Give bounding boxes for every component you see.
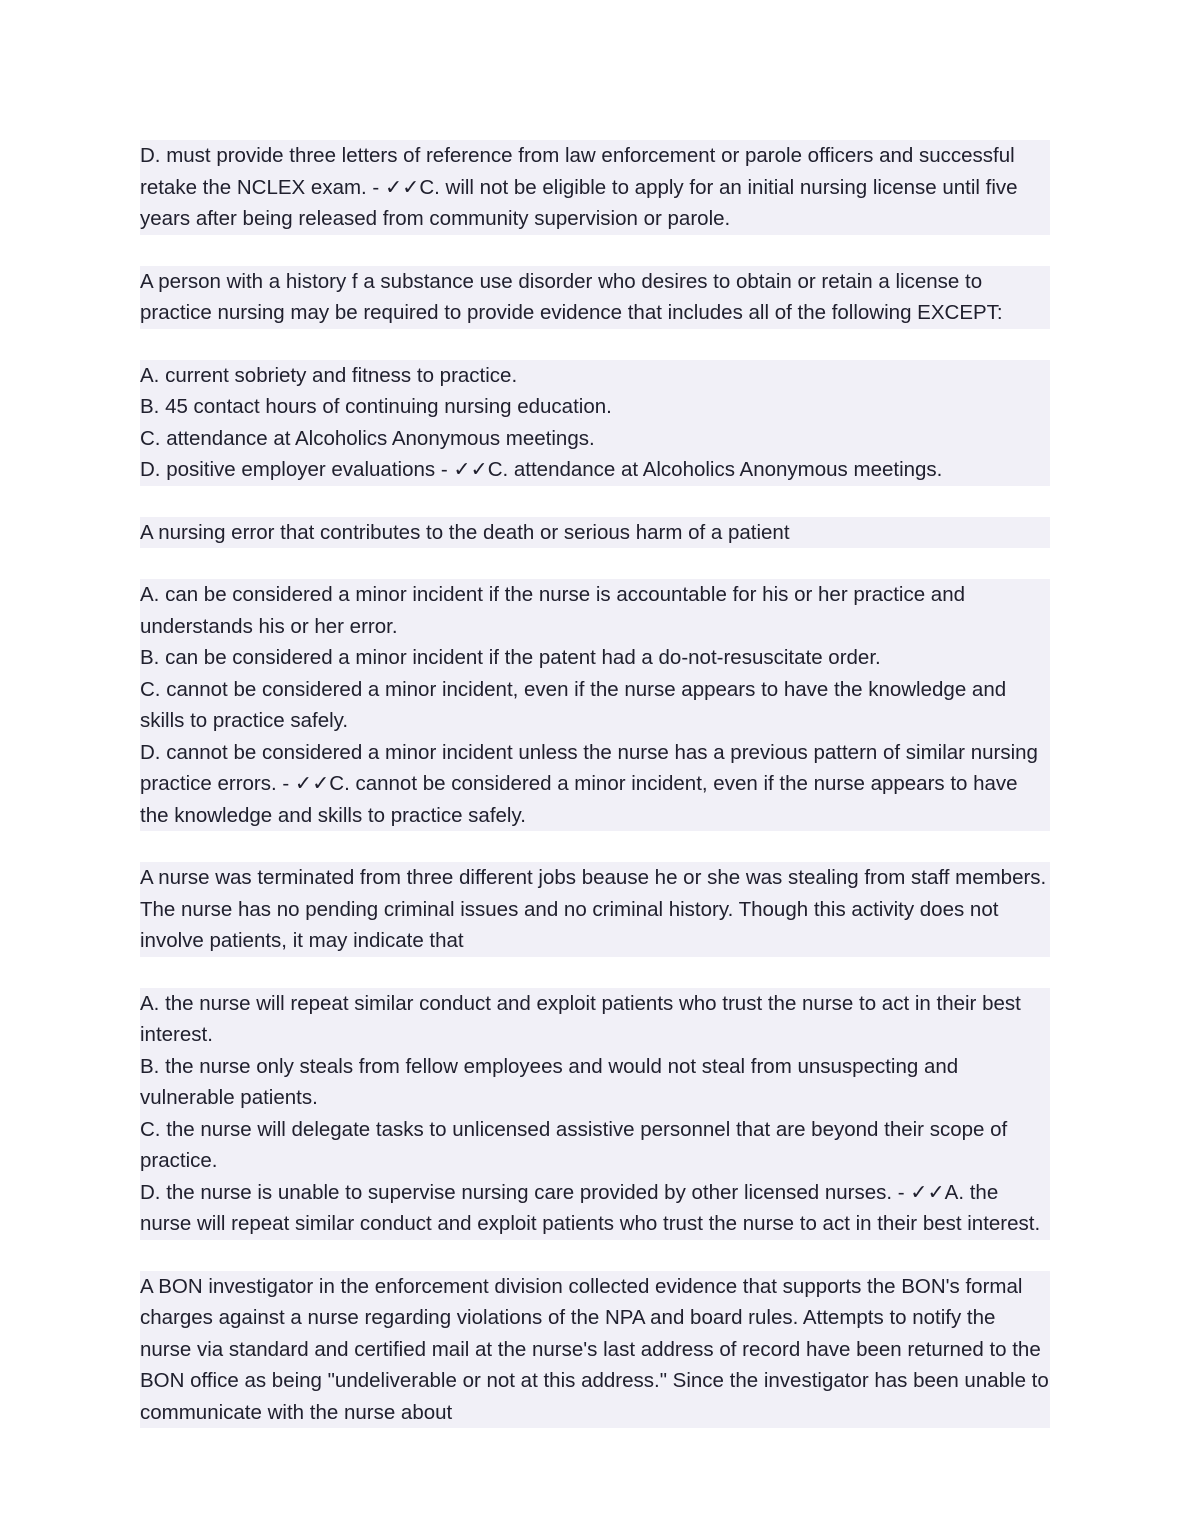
text-line: A nursing error that contributes to the death or serious harm of a patient xyxy=(140,517,1050,549)
option-b: B. the nurse only steals from fellow employees and would not steal from unsuspecting and vulnerable patients. xyxy=(140,1051,1050,1114)
answer-options-block-5 xyxy=(140,579,1050,831)
paragraph-block-4 xyxy=(140,517,1050,549)
option-d-with-answer: D. positive employer evaluations - ✓✓C. attendance at Alcoholics Anonymous meetings. xyxy=(140,454,1050,486)
option-c: C. attendance at Alcoholics Anonymous meetings. xyxy=(140,423,1050,455)
option-b: B. 45 contact hours of continuing nursing education. xyxy=(140,391,1050,423)
option-a: A. current sobriety and fitness to practice. xyxy=(140,360,1050,392)
option-a: A. the nurse will repeat similar conduct and exploit patients who trust the nurse to act in their best interest. xyxy=(140,988,1050,1051)
paragraph-block-6 xyxy=(140,862,1050,957)
text-line: D. must provide three letters of reference from law enforcement or parole officers and successful retake the NCLEX exam. - ✓✓C. will not be eligible to apply for an initial nursing license until five years after being released from community supervision or parole. xyxy=(140,140,1050,235)
option-a: A. can be considered a minor incident if the nurse is accountable for his or her practice and understands his or her error. xyxy=(140,579,1050,642)
paragraph-block-2 xyxy=(140,266,1050,329)
text-line: A person with a history f a substance use disorder who desires to obtain or retain a license to practice nursing may be required to provide evidence that includes all of the following EXCEPT: xyxy=(140,266,1050,329)
option-d-with-answer: D. the nurse is unable to supervise nursing care provided by other licensed nurses. - ✓✓A. the nurse will repeat similar conduct and exploit patients who trust the nurse to act in their best interest. xyxy=(140,1177,1050,1240)
answer-options-block-3 xyxy=(140,360,1050,486)
paragraph-block-8 xyxy=(140,1271,1050,1429)
document-body xyxy=(140,140,1050,1428)
answer-options-block-7 xyxy=(140,988,1050,1240)
option-c: C. cannot be considered a minor incident, even if the nurse appears to have the knowledge and skills to practice safely. xyxy=(140,674,1050,737)
text-line: A BON investigator in the enforcement division collected evidence that supports the BON's formal charges against a nurse regarding violations of the NPA and board rules. Attempts to notify the nurse via standard and certified mail at the nurse's last address of record have been returned to the BON office as being "undeliverable or not at this address." Since the investigator has been unable to communicate with the nurse about xyxy=(140,1271,1050,1429)
option-c: C. the nurse will delegate tasks to unlicensed assistive personnel that are beyond their scope of practice. xyxy=(140,1114,1050,1177)
option-d-with-answer: D. cannot be considered a minor incident unless the nurse has a previous pattern of similar nursing practice errors. - ✓✓C. cannot be considered a minor incident, even if the nurse appears to have the knowledge and skills to practice safely. xyxy=(140,737,1050,832)
option-b: B. can be considered a minor incident if the patent had a do-not-resuscitate order. xyxy=(140,642,1050,674)
paragraph-block-1 xyxy=(140,140,1050,235)
text-line: A nurse was terminated from three different jobs beause he or she was stealing from staff members. The nurse has no pending criminal issues and no criminal history. Though this activity does not involve patients, it may indicate that xyxy=(140,862,1050,957)
